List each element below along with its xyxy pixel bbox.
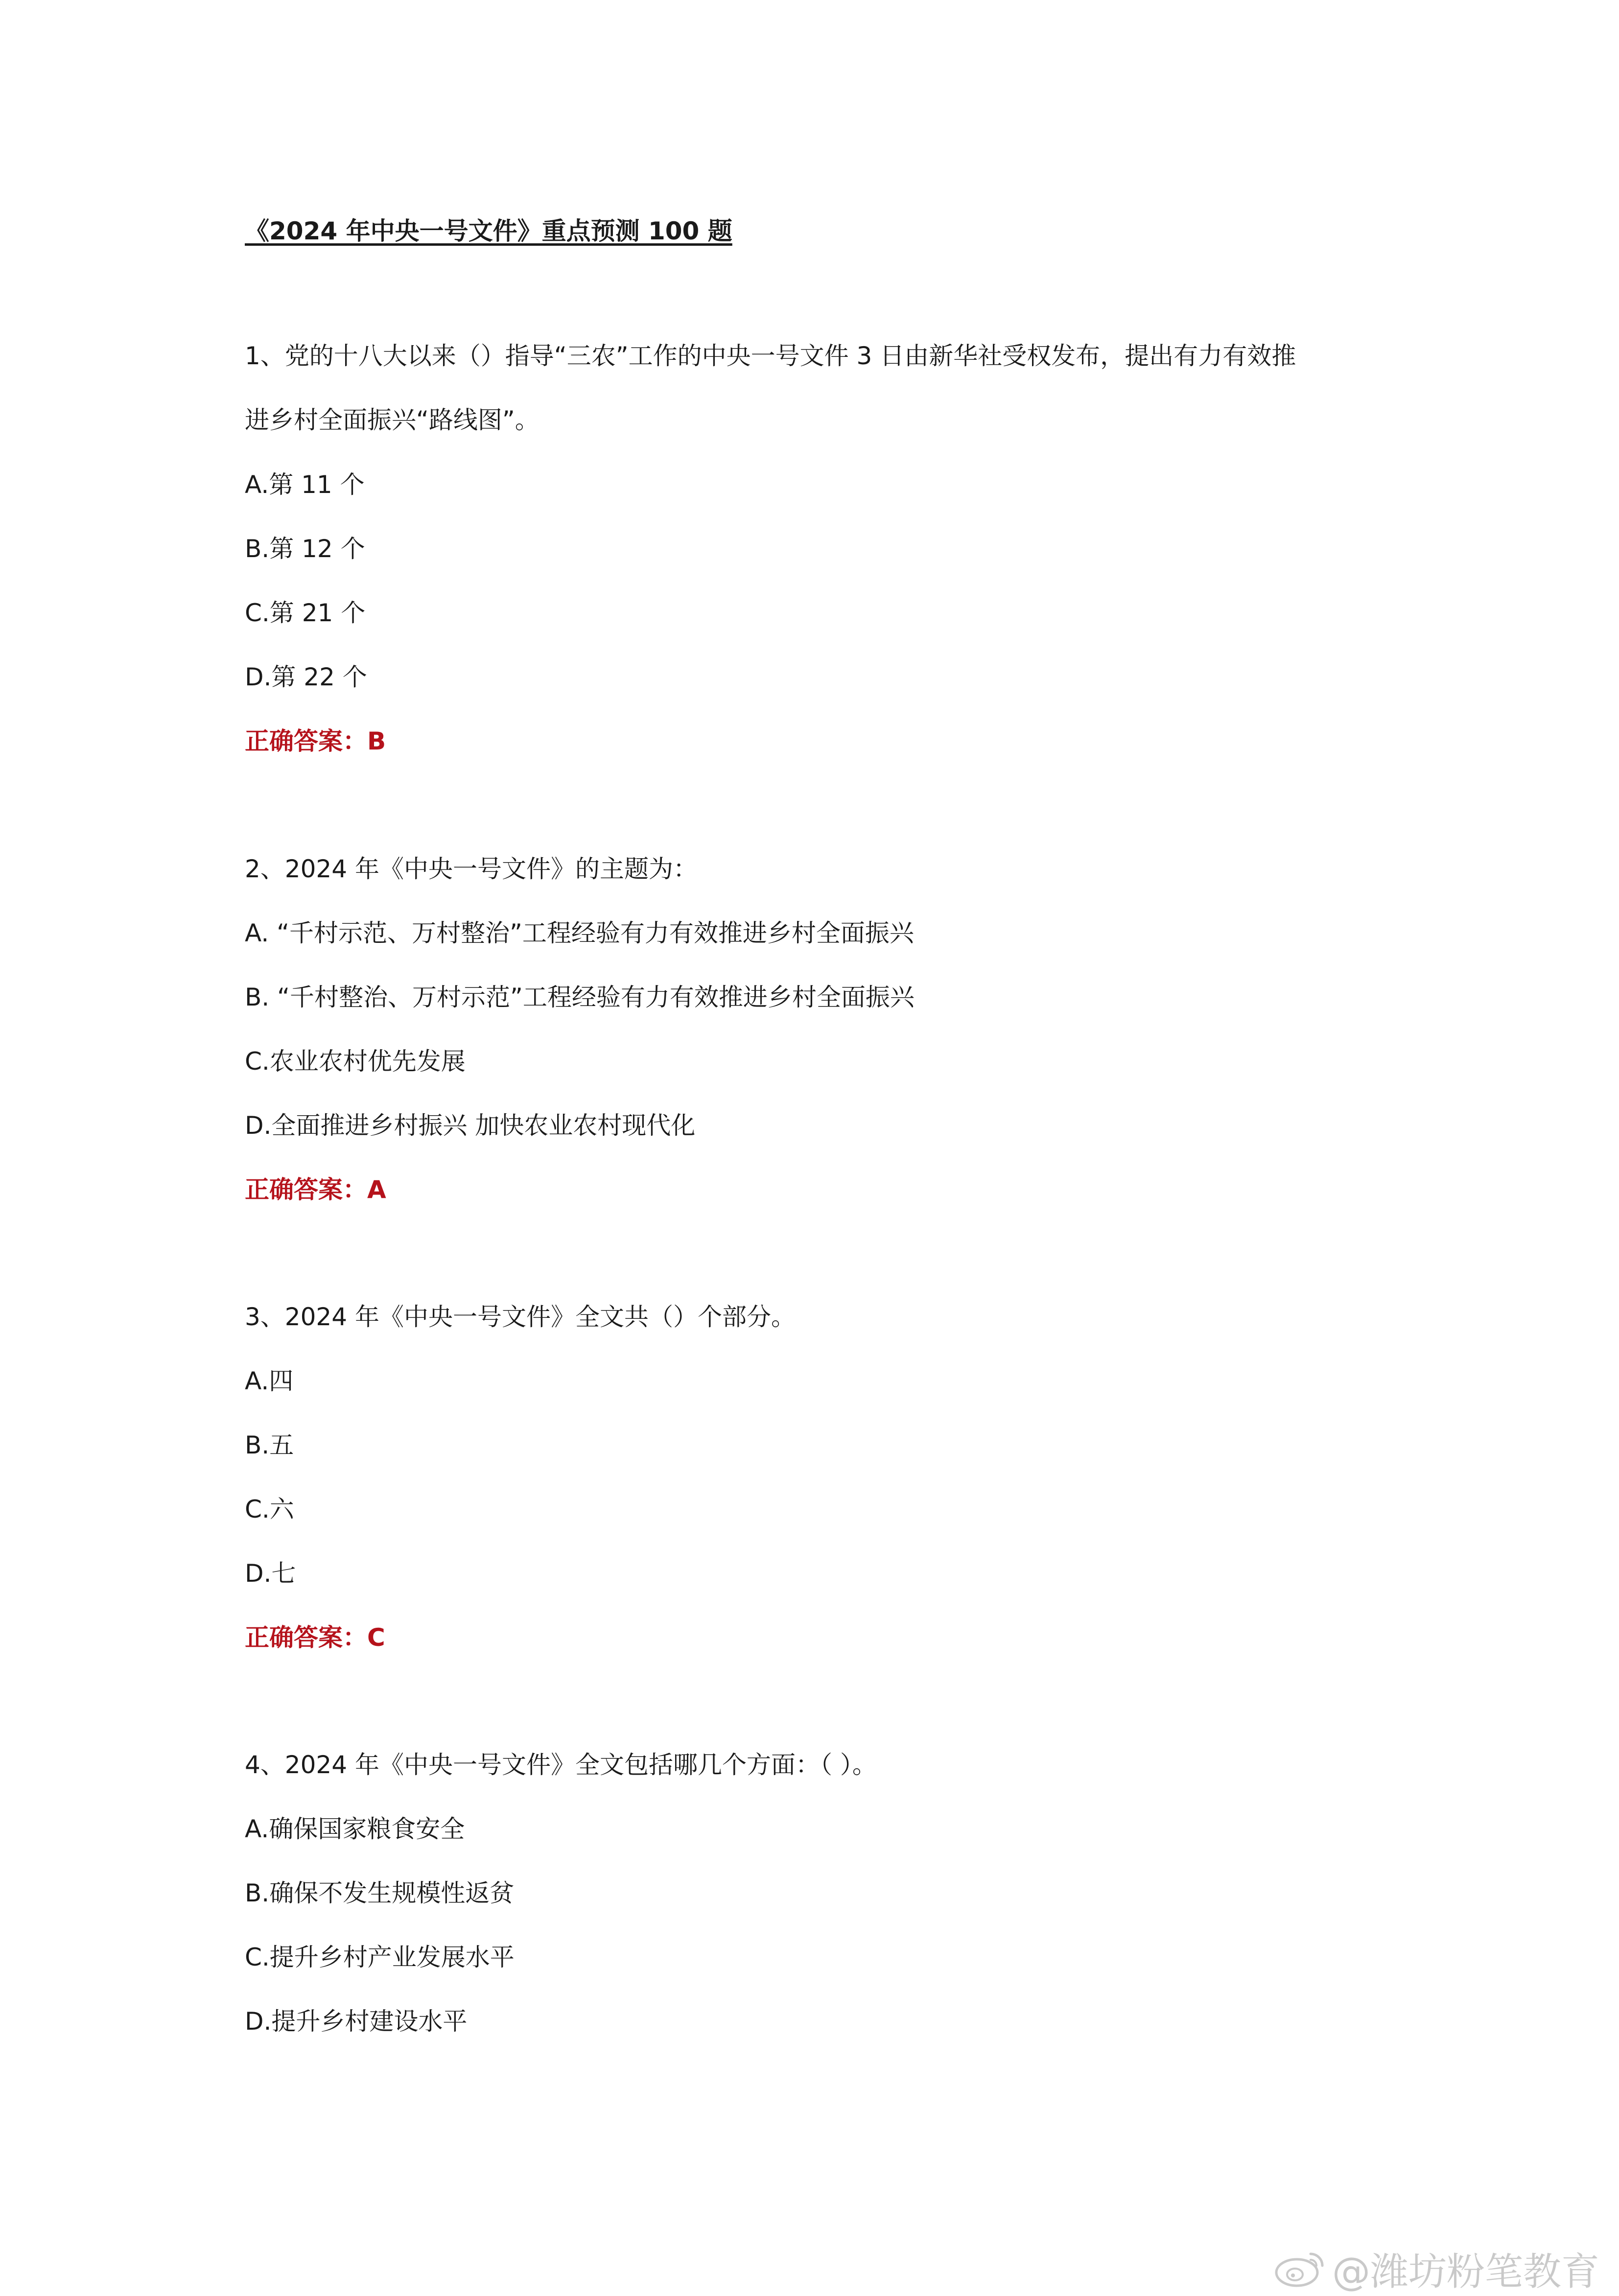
question-2-option-a: A. “千村示范、万村整治”工程经验有力有效推进乡村全面振兴 — [245, 919, 914, 947]
question-2-option-b: B. “千村整治、万村示范”工程经验有力有效推进乡村全面振兴 — [245, 983, 915, 1011]
question-4-option-b: B.确保不发生规模性返贫 — [245, 1879, 515, 1907]
question-1-option-a: A.第 11 个 — [245, 470, 365, 499]
watermark — [1272, 2241, 1599, 2296]
question-2-option-c: C.农业农村优先发展 — [245, 1047, 466, 1076]
question-3-stem-line-1: 3、2024 年《中央一号文件》全文共（）个部分。 — [245, 1303, 796, 1331]
question-3-option-a: A.四 — [245, 1367, 294, 1395]
question-1-option-d: D.第 22 个 — [245, 663, 367, 691]
question-1-option-b: B.第 12 个 — [245, 535, 365, 563]
question-4-option-d: D.提升乡村建设水平 — [245, 2007, 468, 2036]
document-title: 《2024 年中央一号文件》重点预测 100 题 — [245, 217, 732, 245]
question-1-stem-line-1: 1、党的十八大以来（）指导“三农”工作的中央一号文件 3 日由新华社受权发布，提出有力有效推 — [245, 342, 1296, 370]
question-3-option-d: D.七 — [245, 1559, 296, 1588]
question-2-option-d: D.全面推进乡村振兴 加快农业农村现代化 — [245, 1111, 696, 1140]
question-2-answer: 正确答案：A — [245, 1175, 386, 1204]
question-1-stem-line-2: 进乡村全面振兴“路线图”。 — [245, 406, 540, 434]
weibo-icon — [1272, 2249, 1326, 2288]
question-4-option-a: A.确保国家粮食安全 — [245, 1815, 465, 1843]
question-2-stem-line-1: 2、2024 年《中央一号文件》的主题为： — [245, 855, 698, 883]
question-3-option-b: B.五 — [245, 1431, 294, 1459]
question-4-option-c: C.提升乡村产业发展水平 — [245, 1943, 515, 1971]
question-3-option-c: C.六 — [245, 1495, 294, 1523]
watermark-text: @潍坊粉笔教育 — [1332, 2250, 1599, 2294]
question-1-answer: 正确答案：B — [245, 727, 386, 755]
question-4-stem-line-1: 4、2024 年《中央一号文件》全文包括哪几个方面：（ ）。 — [245, 1751, 877, 1779]
question-1-option-c: C.第 21 个 — [245, 599, 366, 627]
question-3-answer: 正确答案：C — [245, 1623, 385, 1652]
